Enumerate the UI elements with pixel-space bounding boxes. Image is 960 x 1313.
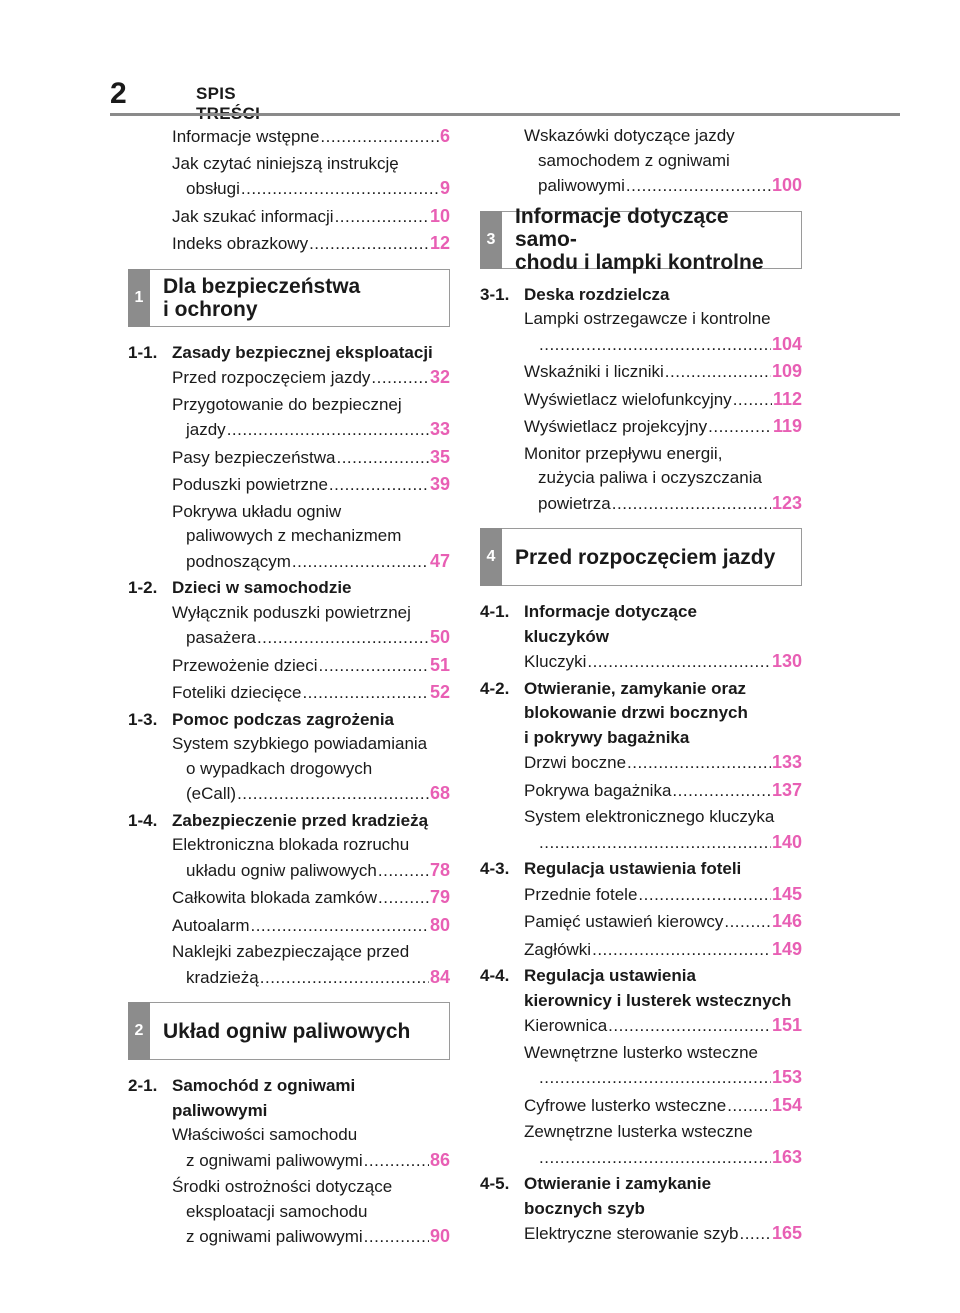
toc-entry-line: [128, 176, 450, 202]
section-number: 1-1.: [128, 342, 158, 362]
toc-entry-text: paliwowych z mechanizmem: [186, 526, 402, 545]
section-title: Dzieci w samochodzie: [172, 578, 352, 597]
toc-entry-line: [128, 781, 450, 807]
toc-page-number[interactable]: 79: [429, 887, 450, 907]
toc-entry[interactable]: [480, 414, 802, 440]
toc-entry-text: samochodem z ogniwami: [538, 150, 730, 170]
toc-entry-text: z ogniwami paliwowymi: [186, 1150, 363, 1170]
dot-leader: [292, 550, 429, 575]
toc-entry[interactable]: [480, 778, 802, 804]
toc-entry-line: [480, 124, 802, 149]
section-title: Pomoc podczas zagrożenia: [172, 709, 394, 729]
toc-page-number[interactable]: 33: [429, 419, 450, 439]
toc-entry-text: Informacje wstępne: [172, 127, 320, 146]
toc-entry-text: Przewożenie dzieci: [172, 655, 318, 675]
toc-entry[interactable]: [480, 1013, 802, 1039]
toc-entry-line: [480, 1041, 802, 1066]
toc-entry-line: [480, 805, 802, 830]
toc-entry-line: [480, 1093, 802, 1119]
toc-entry-text: Lampki ostrzegawcze i kontrolne: [524, 309, 771, 328]
section-number: 4-5.: [480, 1174, 510, 1193]
section-number: 4-1.: [480, 602, 510, 621]
toc-entry[interactable]: [128, 472, 450, 498]
toc-entry-text: Naklejki zabezpieczające przed: [172, 942, 410, 961]
toc-entry-line: [480, 937, 802, 963]
toc-page-number[interactable]: 47: [429, 550, 450, 571]
dot-leader: [539, 831, 771, 856]
dot-leader: [724, 910, 771, 935]
dot-leader: [364, 1225, 429, 1250]
chapter-number-tab: 1: [128, 269, 150, 327]
dot-leader: [708, 415, 772, 440]
toc-entry-line: [128, 940, 450, 965]
section-heading[interactable]: [480, 726, 802, 751]
toc-entry[interactable]: [480, 882, 802, 908]
section-number: 4-2.: [480, 678, 510, 698]
dot-leader: [241, 177, 439, 202]
toc-entry-text: System szybkiego powiadamiania: [172, 734, 428, 753]
toc-entry-line: [480, 882, 802, 908]
section-heading[interactable]: [128, 1099, 450, 1124]
toc-entry-line: [128, 417, 450, 443]
toc-entry-text: eksploatacji samochodu: [186, 1201, 368, 1221]
toc-entry-line: [480, 442, 802, 467]
toc-page-number[interactable]: 80: [429, 914, 450, 935]
toc-entry-text: z ogniwami paliwowymi: [186, 1227, 363, 1246]
toc-entry-text: Zewnętrzne lusterka wsteczne: [524, 1122, 753, 1141]
dot-leader: [739, 1222, 770, 1247]
toc-entry[interactable]: [128, 885, 450, 911]
toc-page-number[interactable]: 10: [429, 205, 450, 226]
toc-entry-text: Środki ostrożności dotyczące: [172, 1177, 393, 1196]
section-heading[interactable]: [128, 576, 450, 601]
section-title: Informacje dotyczące: [524, 602, 697, 621]
section-title: kierownicy i lusterek wstecznych: [524, 990, 792, 1010]
chapter-number-tab: 4: [480, 528, 502, 586]
dot-leader: [378, 859, 429, 884]
section-number: 4-4.: [480, 966, 510, 985]
section-heading[interactable]: [480, 1172, 802, 1197]
toc-entry-text: Drzwi boczne: [524, 753, 627, 772]
dot-leader: [371, 366, 429, 391]
toc-page-number[interactable]: 12: [429, 233, 450, 253]
toc-entry-text: jazdy: [186, 420, 226, 439]
toc-entry-line: [128, 500, 450, 525]
toc-entry-line: [480, 1145, 802, 1171]
section-heading[interactable]: [128, 809, 450, 834]
toc-entry[interactable]: [480, 1041, 802, 1091]
toc-page-number[interactable]: 151: [771, 1015, 802, 1035]
toc-entry-text: Foteliki dziecięce: [172, 683, 302, 702]
section-title: Regulacja ustawienia foteli: [524, 859, 742, 878]
toc-entry-text: Poduszki powietrzne: [172, 475, 328, 494]
chapter-title: Dla bezpieczeństwa i ochrony: [163, 274, 361, 321]
section-title: Otwieranie i zamykanie: [524, 1174, 712, 1193]
chapter-number-tab: 2: [128, 1002, 150, 1060]
dot-leader: [626, 174, 771, 199]
toc-page-number[interactable]: 6: [439, 126, 450, 146]
section-heading[interactable]: [480, 1197, 802, 1222]
toc-left-column: [128, 124, 450, 1252]
toc-entry-line: [128, 732, 450, 757]
section-title: kluczyków: [524, 626, 610, 646]
toc-entry[interactable]: [128, 653, 450, 679]
toc-entry[interactable]: [128, 732, 450, 807]
toc-entry-text: Przed rozpoczęciem jazdy: [172, 368, 371, 387]
toc-page-number[interactable]: 35: [429, 446, 450, 467]
toc-entry-text: Monitor przepływu energii,: [524, 443, 723, 463]
toc-entry[interactable]: [480, 442, 802, 517]
section-title: blokowanie drzwi bocznych: [524, 703, 748, 722]
toc-entry[interactable]: [128, 365, 450, 391]
toc-page-number[interactable]: 109: [771, 361, 802, 381]
chapter-title: Informacje dotyczące samo- chodu i lampki kontrolne: [515, 205, 764, 274]
toc-page-number[interactable]: 153: [771, 1067, 802, 1087]
toc-page-number[interactable]: 145: [771, 883, 802, 904]
toc-entry[interactable]: [480, 387, 802, 413]
toc-entry[interactable]: [128, 124, 450, 150]
dot-leader: [260, 966, 429, 991]
toc-entry[interactable]: [128, 393, 450, 443]
toc-entry-line: [128, 833, 450, 858]
toc-entry-line: [480, 1013, 802, 1039]
dot-leader: [608, 1014, 771, 1039]
section-heading[interactable]: [480, 989, 802, 1014]
toc-entry-text: obsługi: [186, 179, 240, 198]
toc-entry-text: Jak czytać niniejszą instrukcję: [172, 153, 399, 173]
toc-entry-text: Wskazówki dotyczące jazdy: [524, 126, 735, 145]
toc-entry-line: [480, 414, 802, 440]
toc-entry-line: [128, 393, 450, 418]
dot-leader: [727, 1094, 771, 1119]
chapter-title: Układ ogniw paliwowych: [163, 1019, 411, 1043]
toc-page-number[interactable]: 146: [771, 911, 802, 931]
toc-page-number[interactable]: 133: [771, 752, 802, 772]
dot-leader: [733, 388, 772, 413]
dot-leader: [612, 492, 771, 517]
dot-leader: [329, 473, 429, 498]
toc-page-number[interactable]: 123: [771, 492, 802, 513]
toc-entry-line: [480, 1065, 802, 1091]
toc-entry[interactable]: [128, 833, 450, 883]
toc-entry[interactable]: [128, 601, 450, 651]
dot-leader: [336, 446, 428, 471]
toc-entry-text: Pamięć ustawień kierowcy: [524, 912, 724, 931]
dot-leader: [364, 1149, 429, 1174]
toc-page-number[interactable]: 78: [429, 859, 450, 880]
toc-entry-text: paliwowymi: [538, 176, 625, 195]
section-heading[interactable]: [480, 701, 802, 726]
toc-entry[interactable]: [128, 913, 450, 939]
section-heading[interactable]: [480, 857, 802, 882]
section-title: Zasady bezpiecznej eksploatacji: [172, 342, 433, 362]
toc-page-number[interactable]: 130: [771, 651, 802, 671]
toc-entry-line: [128, 1200, 450, 1225]
section-number: 1-2.: [128, 578, 158, 597]
toc-entry-line: [480, 1221, 802, 1247]
toc-entry-text: zużycia paliwa i oczyszczania: [538, 468, 762, 487]
toc-entry-line: [128, 152, 450, 177]
section-heading[interactable]: [480, 283, 802, 308]
toc-entry-text: kradzieżą: [186, 967, 259, 987]
toc-entry[interactable]: [128, 500, 450, 575]
toc-entry-line: [128, 1148, 450, 1174]
toc-entry-text: Wyświetlacz wielofunkcyjny: [524, 389, 732, 409]
toc-entry-text: Elektryczne sterowanie szyb: [524, 1224, 739, 1243]
toc-entry-line: [128, 124, 450, 150]
dot-leader: [587, 650, 771, 675]
dot-leader: [627, 751, 771, 776]
section-heading[interactable]: [480, 625, 802, 650]
toc-page-number[interactable]: 119: [772, 416, 802, 436]
toc-entry-line: [480, 332, 802, 358]
toc-entry-line: [480, 173, 802, 199]
toc-entry-text: Całkowita blokada zamków: [172, 888, 378, 907]
toc-page-number[interactable]: 165: [771, 1223, 802, 1243]
section-number: 4-3.: [480, 859, 510, 878]
toc-entry-line: [128, 680, 450, 706]
toc-page-number[interactable]: 112: [772, 388, 802, 409]
toc-page-number[interactable]: 90: [429, 1226, 450, 1246]
dot-leader: [378, 886, 429, 911]
toc-entry-text: Indeks obrazkowy: [172, 234, 309, 253]
section-number: 1-4.: [128, 810, 158, 830]
toc-entry-text: Pokrywa bagażnika: [524, 780, 672, 800]
dot-leader: [539, 1066, 771, 1091]
section-heading[interactable]: [480, 677, 802, 702]
toc-entry[interactable]: [480, 649, 802, 675]
section-title: Regulacja ustawienia: [524, 966, 696, 985]
toc-entry[interactable]: [480, 1221, 802, 1247]
toc-entry-text: pasażera: [186, 628, 256, 647]
dot-leader: [539, 1146, 771, 1171]
toc-page-number[interactable]: 100: [771, 175, 802, 195]
section-title: Samochód z ogniwami: [172, 1076, 356, 1095]
toc-entry[interactable]: [128, 231, 450, 257]
toc-entry-line: [128, 653, 450, 679]
toc-entry-text: Wewnętrzne lusterko wsteczne: [524, 1042, 759, 1062]
toc-entry-line: [128, 1175, 450, 1200]
dot-leader: [309, 232, 429, 257]
toc-entry-line: [128, 885, 450, 911]
section-title: bocznych szyb: [524, 1198, 645, 1218]
toc-entry[interactable]: [480, 750, 802, 776]
header-divider: [110, 113, 900, 116]
toc-entry-text: o wypadkach drogowych: [186, 758, 373, 778]
toc-page-number[interactable]: 86: [429, 1149, 450, 1170]
toc-entry-line: [128, 524, 450, 549]
section-number: 1-3.: [128, 709, 158, 729]
section-heading[interactable]: [128, 341, 450, 366]
toc-page-number[interactable]: 149: [771, 938, 802, 959]
toc-page-number[interactable]: 32: [429, 367, 450, 387]
toc-entry-text: układu ogniw paliwowych: [186, 860, 377, 880]
toc-entry[interactable]: [480, 359, 802, 385]
toc-entry-line: [128, 757, 450, 782]
toc-entry-line: [128, 1123, 450, 1148]
toc-entry-text: System elektronicznego kluczyka: [524, 807, 775, 826]
toc-entry-line: [480, 387, 802, 413]
section-heading[interactable]: [480, 600, 802, 625]
toc-page-number[interactable]: 9: [439, 178, 450, 198]
chapter-header-box[interactable]: [480, 205, 802, 274]
toc-entry-line: [480, 778, 802, 804]
section-title: Zabezpieczenie przed kradzieżą: [172, 810, 429, 830]
toc-entry-text: Zagłówki: [524, 939, 592, 959]
page-number: 2: [110, 77, 127, 110]
toc-entry-text: Pasy bezpieczeństwa: [172, 447, 336, 467]
section-title: i pokrywy bagażnika: [524, 727, 690, 747]
toc-entry-text: Elektroniczna blokada rozruchu: [172, 835, 410, 854]
toc-page-number[interactable]: 84: [429, 966, 450, 987]
dot-leader: [302, 681, 429, 706]
toc-entry-text: Kierownica: [524, 1016, 608, 1035]
toc-entry-line: [128, 231, 450, 257]
toc-entry-line: [128, 204, 450, 230]
toc-entry-text: Jak szukać informacji: [172, 206, 334, 226]
toc-page-number[interactable]: 68: [429, 783, 450, 803]
toc-entry-line: [128, 365, 450, 391]
section-heading[interactable]: [480, 964, 802, 989]
dot-leader: [227, 418, 429, 443]
toc-entry-line: [128, 858, 450, 884]
section-number: 3-1.: [480, 284, 510, 304]
toc-entry-line: [128, 601, 450, 626]
toc-entry[interactable]: [480, 124, 802, 199]
toc-entry-line: [480, 466, 802, 491]
toc-page-number[interactable]: 137: [771, 779, 802, 800]
section-heading[interactable]: [128, 708, 450, 733]
toc-entry[interactable]: [480, 909, 802, 935]
toc-entry[interactable]: [128, 204, 450, 230]
toc-page-number[interactable]: 154: [771, 1094, 802, 1115]
toc-entry[interactable]: [128, 152, 450, 202]
chapter-header-box[interactable]: [128, 1002, 450, 1060]
toc-page-number[interactable]: 104: [771, 333, 802, 354]
toc-entry-line: [480, 830, 802, 856]
page-title: SPIS: [196, 84, 236, 103]
chapter-title: Przed rozpoczęciem jazdy: [515, 545, 776, 569]
toc-entry[interactable]: [480, 1093, 802, 1119]
section-number: 2-1.: [128, 1076, 158, 1095]
toc-entry[interactable]: [128, 1175, 450, 1250]
toc-entry[interactable]: [480, 805, 802, 855]
toc-page-number[interactable]: 52: [429, 682, 450, 702]
toc-entry-text: Kluczyki: [524, 652, 587, 671]
section-title: paliwowymi: [172, 1100, 268, 1120]
section-heading[interactable]: [128, 1074, 450, 1099]
toc-entry-text: Pokrywa układu ogniw: [172, 501, 342, 521]
toc-entry-line: [128, 965, 450, 991]
dot-leader: [672, 779, 771, 804]
toc-entry-line: [128, 1224, 450, 1250]
toc-entry[interactable]: [480, 307, 802, 357]
toc-entry-line: [480, 909, 802, 935]
dot-leader: [592, 938, 771, 963]
toc-entry-line: [480, 1120, 802, 1145]
toc-entry-text: Wskaźniki i liczniki: [524, 362, 664, 381]
toc-entry[interactable]: [128, 680, 450, 706]
dot-leader: [257, 626, 429, 651]
toc-entry-text: (eCall): [186, 784, 237, 803]
dot-leader: [320, 125, 439, 150]
dot-leader: [319, 654, 429, 679]
toc-entry-text: Przednie fotele: [524, 884, 638, 904]
toc-entry-text: Wyłącznik poduszki powietrznej: [172, 602, 411, 622]
section-title: Deska rozdzielcza: [524, 284, 670, 304]
toc-entry-line: [128, 549, 450, 575]
chapter-header-box[interactable]: [128, 269, 450, 327]
toc-entry-line: [480, 149, 802, 174]
toc-page-number[interactable]: 163: [771, 1146, 802, 1167]
toc-entry[interactable]: [128, 445, 450, 471]
toc-entry-line: [128, 913, 450, 939]
toc-entry-text: Wyświetlacz projekcyjny: [524, 417, 708, 436]
chapter-header-box[interactable]: [480, 528, 802, 586]
toc-entry-text: podnoszącym: [186, 551, 291, 571]
toc-entry-line: [480, 649, 802, 675]
toc-entry[interactable]: [128, 1123, 450, 1173]
toc-entry-line: [128, 445, 450, 471]
toc-right-column: [480, 124, 802, 1249]
toc-entry-text: Przygotowanie do bezpiecznej: [172, 394, 402, 414]
toc-page-number[interactable]: 140: [771, 831, 802, 852]
toc-page-number[interactable]: 50: [429, 627, 450, 647]
dot-leader: [335, 205, 429, 230]
section-title: Otwieranie, zamykanie oraz: [524, 678, 747, 698]
toc-entry-line: [128, 472, 450, 498]
toc-entry-text: Właściwości samochodu: [172, 1125, 358, 1144]
toc-entry-text: powietrza: [538, 493, 611, 513]
toc-entry-text: Cyfrowe lusterko wsteczne: [524, 1095, 727, 1115]
dot-leader: [539, 333, 771, 358]
toc-entry[interactable]: [480, 1120, 802, 1170]
dot-leader: [237, 782, 429, 807]
toc-entry-line: [480, 750, 802, 776]
toc-entry[interactable]: [128, 940, 450, 990]
toc-page-number[interactable]: 39: [429, 474, 450, 494]
toc-entry-line: [480, 491, 802, 517]
toc-entry-line: [480, 359, 802, 385]
chapter-number-tab: 3: [480, 211, 502, 269]
toc-entry[interactable]: [480, 937, 802, 963]
toc-entry-line: [480, 307, 802, 332]
dot-leader: [665, 360, 771, 385]
dot-leader: [250, 914, 428, 939]
dot-leader: [638, 883, 771, 908]
toc-page-number[interactable]: 51: [429, 654, 450, 675]
toc-entry-text: Autoalarm: [172, 915, 250, 935]
toc-entry-line: [128, 625, 450, 651]
